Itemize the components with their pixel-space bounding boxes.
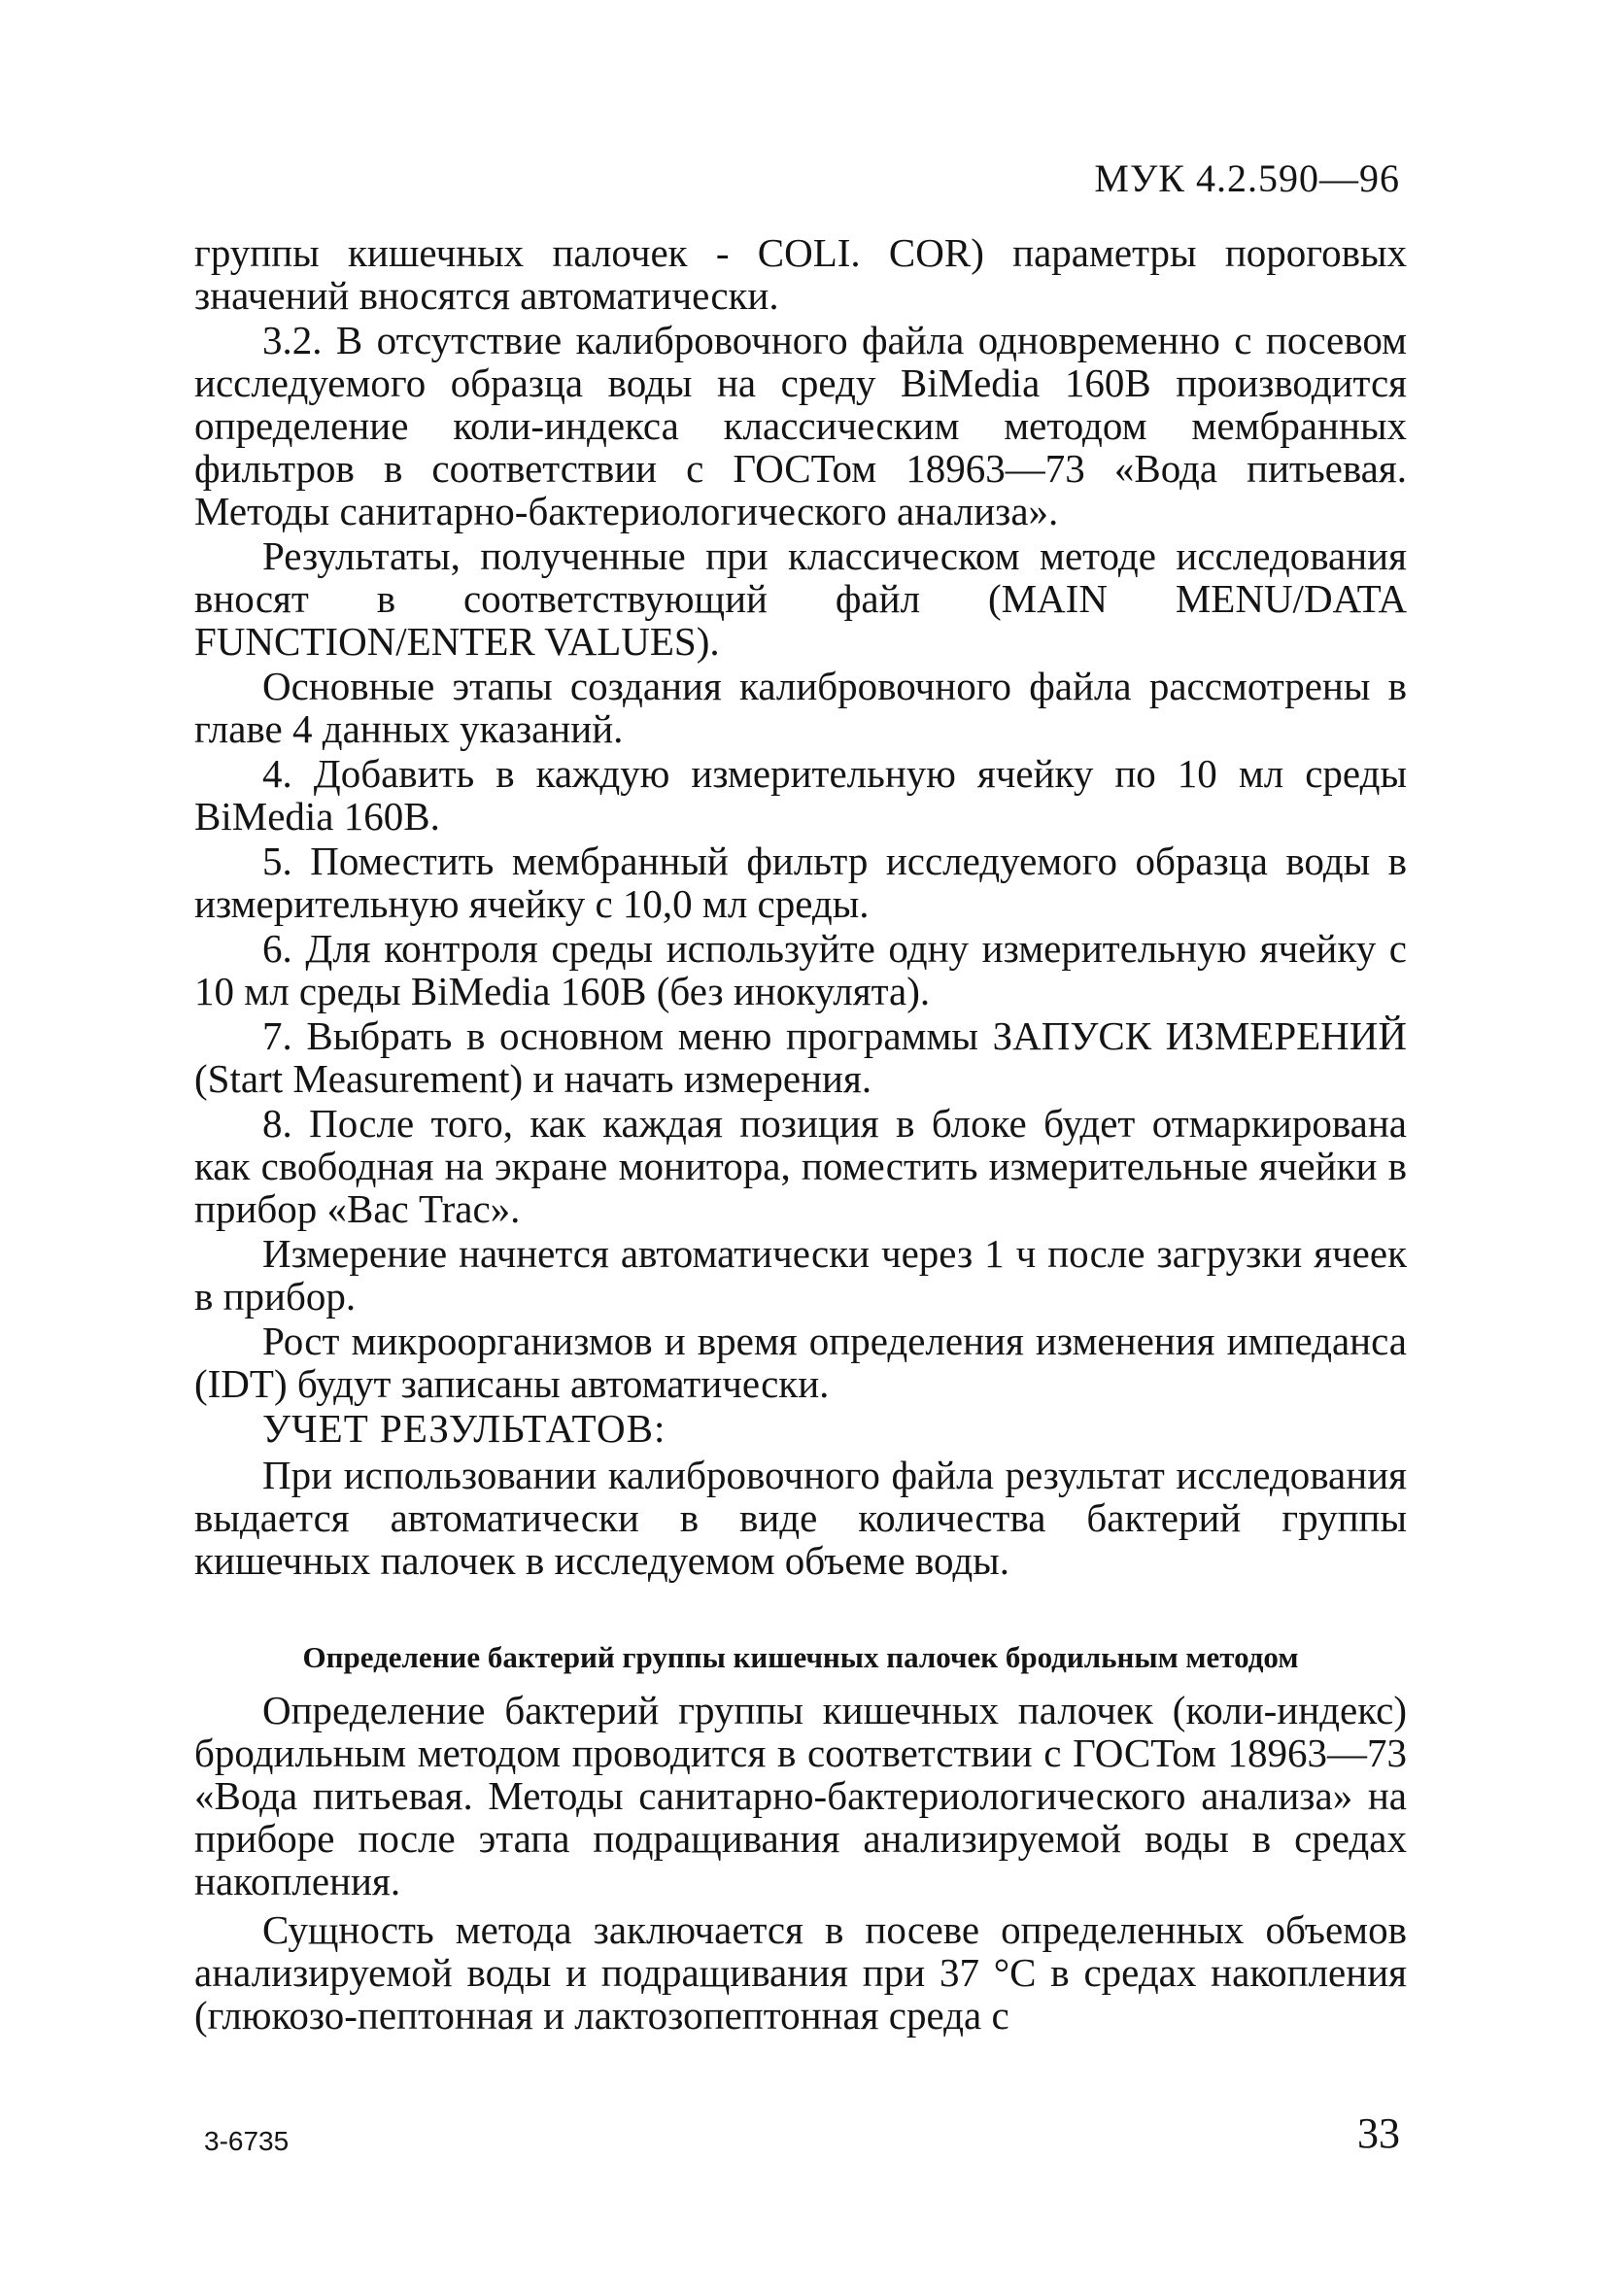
- paragraph-calibration-result: При использовании калибровочного файла результат исследования выдается автоматически в виде количества бактерий группы кишечных палочек в исследуемом объеме воды.: [194, 1453, 1407, 1583]
- paragraph-step-7: 7. Выбрать в основном меню программы ЗАПУСК ИЗМЕРЕНИЙ (Start Measurement) и начать измерения.: [194, 1013, 1407, 1101]
- section-title: Определение бактерий группы кишечных палочек бродильным методом: [302, 1640, 1299, 1674]
- paragraph-calibration-steps: Основные этапы создания калибровочного файла рассмотрены в главе 4 данных указаний.: [194, 664, 1407, 751]
- paragraph-3-2: 3.2. В отсутствие калибровочного файла одновременно с посевом исследуемого образца воды на среду BiMedia 160B производится определение коли-индекса классическим методом мембранных фильтров в соответствии с ГОСТом 18963—73 «Вода питьевая. Методы санитарно-бактериологического анализа».: [194, 318, 1407, 533]
- paragraph-method-essence: Сущность метода заключается в посеве определенных объемов анализируемой воды и подращивания при 37 °С в средах накопления (глюкозо-пептонная и лактозопептонная среда с: [194, 1907, 1407, 2038]
- paragraph-results: Результаты, полученные при классическом методе исследования вносят в соответствующий файл (MAIN MENU/DATA FUNCTION/ENTER VALUES).: [194, 533, 1407, 664]
- paragraph-measurement-start: Измерение начнется автоматически через 1 ч после загрузки ячеек в прибор.: [194, 1231, 1407, 1319]
- results-heading: УЧЕТ РЕЗУЛЬТАТОВ:: [262, 1406, 666, 1451]
- paragraph-step-8: 8. После того, как каждая позиция в блоке будет отмаркирована как свободная на экране монитора, поместить измерительные ячейки в прибор «Вас Trac».: [194, 1101, 1407, 1231]
- print-code: 3-6735: [204, 2126, 290, 2156]
- paragraph-growth: Рост микроорганизмов и время определения изменения импеданса (IDT) будут записаны автоматически.: [194, 1319, 1407, 1406]
- paragraph-step-6: 6. Для контроля среды используйте одну измерительную ячейку с 10 мл среды BiMedia 160B (без инокулята).: [194, 926, 1407, 1013]
- main-text: [194, 231, 1407, 1584]
- paragraph-step-5: 5. Поместить мембранный фильтр исследуемого образца воды в измерительную ячейку с 10,0 мл среды.: [194, 839, 1407, 926]
- paragraph-fermentation-method: Определение бактерий группы кишечных палочек (коли-индекс) бродильным методом проводится в соответствии с ГОСТом 18963—73 «Вода питьевая. Методы санитарно-бактериологического анализа» на приборе после этапа подращивания анализируемой воды в средах накопления.: [194, 1688, 1407, 1903]
- section-text: [194, 1689, 1407, 2042]
- paragraph-step-4: 4. Добавить в каждую измерительную ячейку по 10 мл среды BiMedia 160B.: [194, 751, 1407, 839]
- document-code: МУК 4.2.590—96: [1094, 156, 1400, 200]
- paragraph-continuation: группы кишечных палочек - COLI. COR) параметры пороговых значений вносятся автоматически.: [194, 230, 1407, 318]
- page-number: 33: [1357, 2109, 1400, 2157]
